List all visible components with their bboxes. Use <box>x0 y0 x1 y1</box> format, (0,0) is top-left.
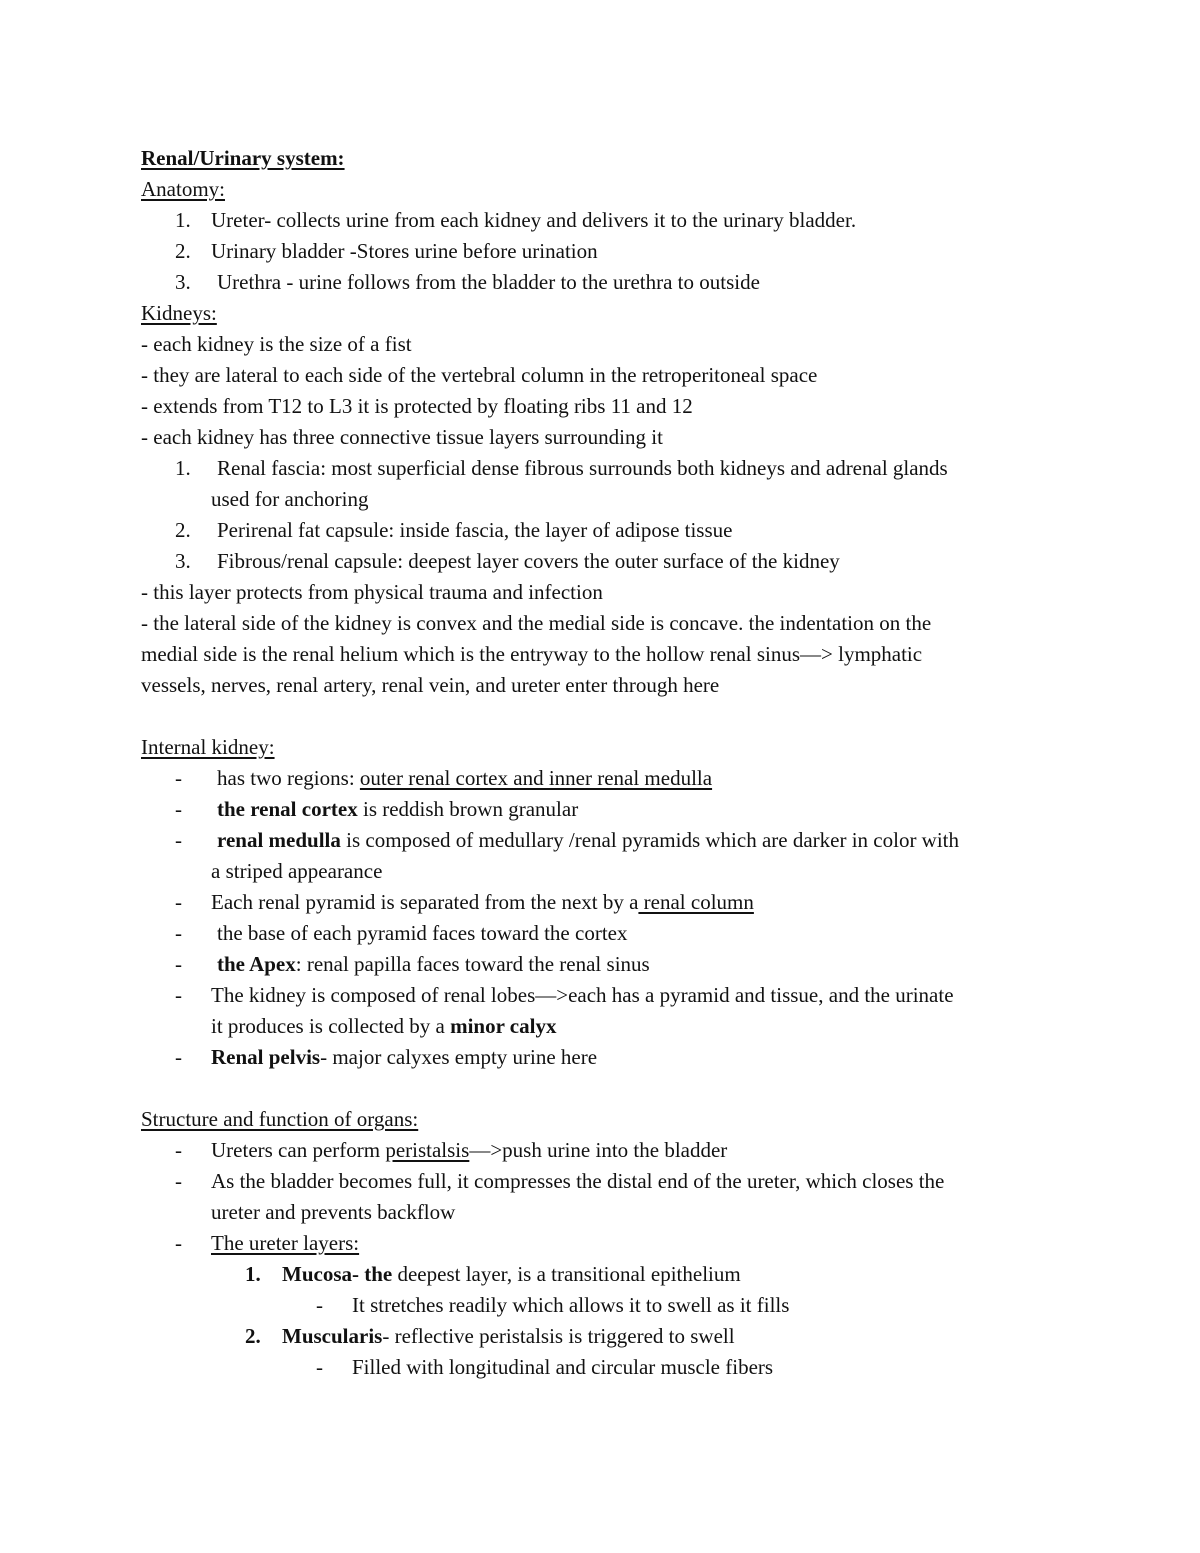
anatomy-item-2-text: Urinary bladder -Stores urine before urination <box>211 239 598 263</box>
kidneys-after-line-4: vessels, nerves, renal artery, renal vein, and ureter enter through here <box>141 673 720 697</box>
document-title: Renal/Urinary system: <box>141 146 345 170</box>
internal-bullet-5: the base of each pyramid faces toward the cortex <box>217 921 628 945</box>
internal-bullet-8-text: - major calyxes empty urine here <box>320 1045 598 1069</box>
internal-bullet-2 <box>217 796 578 822</box>
internal-bullet-2-dash: - <box>175 797 182 821</box>
internal-bullet-8 <box>211 1044 597 1070</box>
anatomy-item-1-number: 1. <box>175 208 191 232</box>
internal-bullet-7: The kidney is composed of renal lobes—>each has a pyramid and tissue, and the urinate <box>211 983 954 1007</box>
internal-bullet-4-dash: - <box>175 890 182 914</box>
structure-bullet-1-text: Ureters can perform <box>211 1138 386 1162</box>
structure-bullet-1-rest: —>push urine into the bladder <box>469 1138 728 1162</box>
ureter-layer-2-sub-dash: - <box>316 1355 323 1379</box>
kidneys-after-line-1: - this layer protects from physical trauma and infection <box>141 580 603 604</box>
internal-bullet-7-bold: minor calyx <box>450 1014 557 1038</box>
internal-bullet-2-text: is reddish brown granular <box>357 797 579 821</box>
ureter-layer-1-text: deepest layer, is a transitional epithelium <box>392 1262 741 1286</box>
internal-bullet-3 <box>217 827 959 853</box>
ureter-layer-1-bold: Mucosa- the <box>282 1262 393 1286</box>
kidneys-line-4: - each kidney has three connective tissue layers surrounding it <box>141 425 663 449</box>
ureter-layer-2-sub: Filled with longitudinal and circular muscle fibers <box>352 1355 774 1379</box>
ureter-layer-2-text: - reflective peristalsis is triggered to swell <box>382 1324 735 1348</box>
internal-bullet-7-continued <box>211 1013 556 1039</box>
internal-bullet-2-bold: the renal cortex <box>217 797 358 821</box>
kidneys-after-line-2: - the lateral side of the kidney is convex and the medial side is concave. the indentation on the <box>141 611 932 635</box>
internal-bullet-3-text: is composed of medullary /renal pyramids which are darker in color with <box>340 828 960 852</box>
kidneys-heading: Kidneys: <box>141 301 217 325</box>
ureter-layer-2 <box>282 1323 735 1349</box>
structure-bullet-2: As the bladder becomes full, it compresses the distal end of the ureter, which closes the <box>211 1169 945 1193</box>
layer-1-text: Renal fascia: most superficial dense fibrous surrounds both kidneys and adrenal glands <box>217 456 948 480</box>
structure-bullet-3-dash: - <box>175 1231 182 1255</box>
kidneys-line-2: - they are lateral to each side of the vertebral column in the retroperitoneal space <box>141 363 818 387</box>
kidneys-line-1: - each kidney is the size of a fist <box>141 332 412 356</box>
ureter-layers-heading: The ureter layers: <box>211 1231 360 1255</box>
layer-2-number: 2. <box>175 518 191 542</box>
internal-bullet-3-dash: - <box>175 828 182 852</box>
structure-bullet-1-dash: - <box>175 1138 182 1162</box>
anatomy-item-2-number: 2. <box>175 239 191 263</box>
internal-bullet-4-text: Each renal pyramid is separated from the next by a <box>211 890 639 914</box>
internal-bullet-6-dash: - <box>175 952 182 976</box>
internal-bullet-7-dash: - <box>175 983 182 1007</box>
ureter-layer-1 <box>282 1261 741 1287</box>
ureter-layer-2-bold: Muscularis <box>282 1324 383 1348</box>
internal-bullet-6 <box>217 951 650 977</box>
structure-heading: Structure and function of organs: <box>141 1107 419 1131</box>
internal-bullet-6-bold: the Apex <box>217 952 296 976</box>
ureter-layer-1-sub-dash: - <box>316 1293 323 1317</box>
layer-3-number: 3. <box>175 549 191 573</box>
structure-bullet-1 <box>211 1137 727 1163</box>
internal-bullet-4-underlined: renal column <box>638 890 754 914</box>
kidneys-line-3: - extends from T12 to L3 it is protected by floating ribs 11 and 12 <box>141 394 693 418</box>
internal-bullet-8-dash: - <box>175 1045 182 1069</box>
anatomy-item-3-text: Urethra - urine follows from the bladder to the urethra to outside <box>217 270 760 294</box>
internal-bullet-8-bold: Renal pelvis <box>211 1045 321 1069</box>
internal-kidney-heading: Internal kidney: <box>141 735 275 759</box>
structure-bullet-2-dash: - <box>175 1169 182 1193</box>
anatomy-heading: Anatomy: <box>141 177 225 201</box>
internal-bullet-7-text: it produces is collected by a <box>211 1014 451 1038</box>
structure-bullet-2-continued: ureter and prevents backflow <box>211 1200 456 1224</box>
internal-bullet-1-text: has two regions: <box>217 766 360 790</box>
ureter-layer-1-sub: It stretches readily which allows it to swell as it fills <box>352 1293 790 1317</box>
ureter-layer-2-number: 2. <box>245 1324 261 1348</box>
internal-bullet-1 <box>217 765 712 791</box>
anatomy-item-3-number: 3. <box>175 270 191 294</box>
layer-3-text: Fibrous/renal capsule: deepest layer covers the outer surface of the kidney <box>217 549 840 573</box>
anatomy-item-1-text: Ureter- collects urine from each kidney and delivers it to the urinary bladder. <box>211 208 857 232</box>
kidneys-after-line-3: medial side is the renal helium which is the entryway to the hollow renal sinus—> lymphatic <box>141 642 923 666</box>
structure-bullet-1-underlined: peristalsis <box>385 1138 470 1162</box>
internal-bullet-1-dash: - <box>175 766 182 790</box>
layer-2-text: Perirenal fat capsule: inside fascia, the layer of adipose tissue <box>217 518 733 542</box>
layer-1-number: 1. <box>175 456 191 480</box>
internal-bullet-1-underlined: outer renal cortex and inner renal medulla <box>359 766 713 790</box>
internal-bullet-5-dash: - <box>175 921 182 945</box>
layer-1-text-continued: used for anchoring <box>211 487 369 511</box>
ureter-layer-1-number: 1. <box>245 1262 261 1286</box>
internal-bullet-3-bold: renal medulla <box>217 828 341 852</box>
internal-bullet-3-continued: a striped appearance <box>211 859 383 883</box>
internal-bullet-6-text: : renal papilla faces toward the renal sinus <box>295 952 650 976</box>
internal-bullet-4 <box>211 889 754 915</box>
